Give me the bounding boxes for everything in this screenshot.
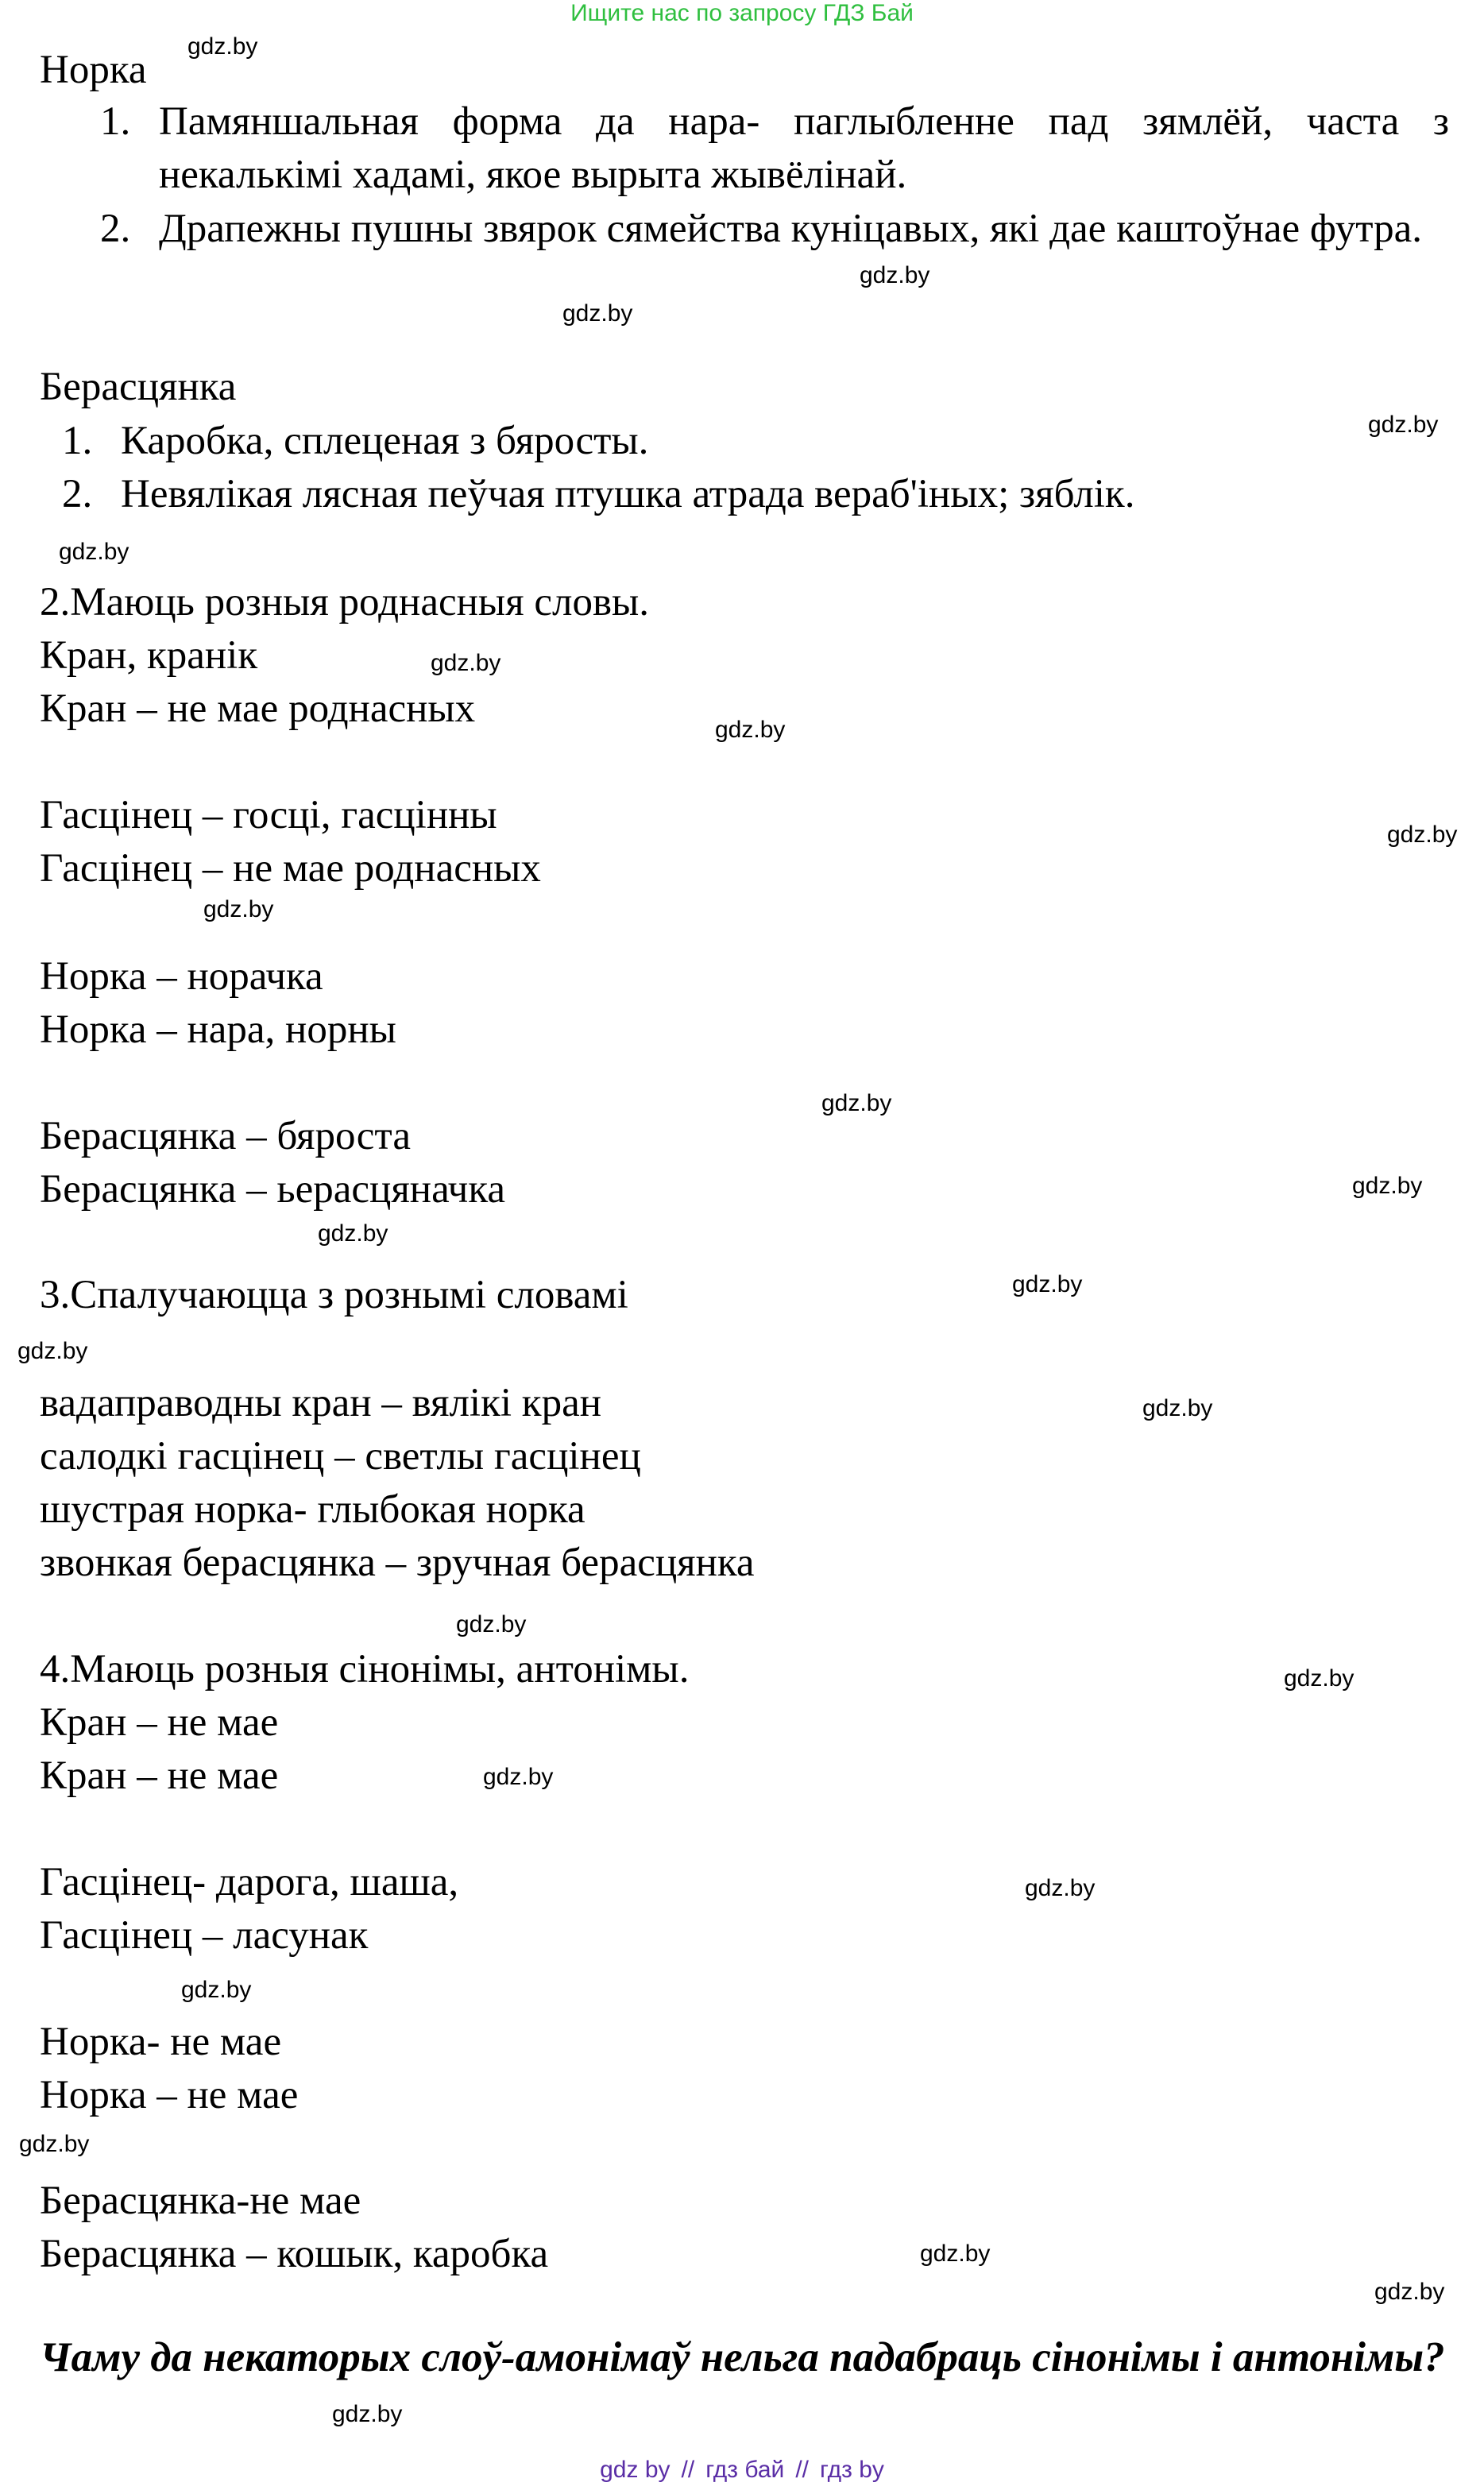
watermark: gdz.by	[1368, 412, 1439, 438]
section-2-line: Кран, кранік	[40, 633, 258, 678]
watermark: gdz.by	[59, 539, 129, 565]
watermark: gdz.by	[332, 2401, 403, 2427]
search-banner[interactable]: Ищите нас по запросу ГДЗ Бай	[570, 0, 914, 26]
watermark: gdz.by	[860, 262, 930, 288]
watermark: gdz.by	[19, 2131, 90, 2157]
footer-links	[0, 2457, 1484, 2484]
section-4-line: Гасцінец- дарога, шаша,	[40, 1860, 459, 1904]
section-4-heading: 4.Маюць розныя сінонімы, антонімы.	[40, 1647, 690, 1692]
section-2-line: Кран – не мае роднасных	[40, 686, 476, 731]
section-2-heading: 2.Маюць розныя роднасныя словы.	[40, 580, 650, 624]
berasyanka-item-1-number: 1.	[62, 419, 93, 463]
section-4-line: Берасцянка – кошык, каробка	[40, 2232, 549, 2276]
section-3-line: звонкая берасцянка – зручная берасцянка	[40, 1541, 755, 1585]
norka-item-1-text: Памяншальная форма да нара- паглыбленне пад зямлёй, часта з некалькімі хадамі, якое вырыта жывёлінай.	[159, 99, 1449, 197]
watermark: gdz.by	[181, 1977, 252, 2003]
footer-link[interactable]: гдз бай	[705, 2457, 785, 2483]
watermark: gdz.by	[17, 1338, 88, 1364]
watermark: gdz.by	[1142, 1395, 1213, 1421]
watermark: gdz.by	[203, 896, 274, 922]
footer-link[interactable]: гдз by	[820, 2457, 884, 2483]
watermark: gdz.by	[821, 1090, 892, 1116]
section-3-heading: 3.Спалучаюцца з рознымі словамі	[40, 1273, 628, 1317]
section-2-line: Норка – нара, норны	[40, 1007, 396, 1052]
watermark: gdz.by	[456, 1611, 527, 1637]
watermark: gdz.by	[187, 33, 258, 60]
norka-item-2-text: Драпежны пушны звярок сямейства куніцавых, які дае каштоўнае футра.	[159, 207, 1422, 251]
watermark: gdz.by	[1012, 1271, 1083, 1297]
berasyanka-title: Берасцянка	[40, 365, 237, 409]
section-4-line: Норка – не мае	[40, 2073, 299, 2117]
watermark: gdz.by	[920, 2241, 991, 2267]
section-3-line: шустрая норка- глыбокая норка	[40, 1487, 585, 1532]
final-question: Чаму да некаторых слоў-амонімаў нельга падабраць сінонімы і антонімы?	[40, 2334, 1445, 2380]
berasyanka-item-1-text: Каробка, сплеценая з бяросты.	[121, 419, 649, 463]
watermark: gdz.by	[431, 650, 501, 676]
watermark: gdz.by	[1352, 1173, 1423, 1199]
section-3-line: салодкі гасцінец – светлы гасцінец	[40, 1434, 641, 1479]
watermark: gdz.by	[1387, 822, 1458, 848]
section-2-line: Гасцінец – госці, гасцінны	[40, 793, 497, 837]
section-2-line: Берасцянка – бяроста	[40, 1114, 411, 1158]
berasyanka-item-2-text: Невялікая лясная пеўчая птушка атрада вераб'іных; зяблік.	[121, 472, 1135, 516]
section-4-line: Гасцінец – ласунак	[40, 1913, 369, 1958]
section-3-line: вадаправодны кран – вялікі кран	[40, 1381, 602, 1425]
watermark: gdz.by	[1374, 2279, 1445, 2305]
section-2-line: Норка – норачка	[40, 954, 323, 999]
watermark: gdz.by	[483, 1764, 554, 1790]
watermark: gdz.by	[318, 1220, 388, 1247]
section-4-line: Кран – не мае	[40, 1700, 279, 1745]
norka-item-2-number: 2.	[100, 207, 131, 251]
watermark: gdz.by	[1025, 1875, 1096, 1901]
section-4-line: Берасцянка-не мае	[40, 2179, 361, 2223]
footer-link[interactable]: gdz by	[600, 2457, 671, 2483]
footer-separator: //	[681, 2457, 695, 2483]
section-4-line: Норка- не мае	[40, 2020, 282, 2064]
berasyanka-item-2-number: 2.	[62, 472, 93, 516]
footer-separator: //	[795, 2457, 809, 2483]
norka-title: Норка	[40, 48, 147, 92]
watermark: gdz.by	[715, 717, 786, 743]
section-4-line: Кран – не мае	[40, 1753, 279, 1798]
section-2-line: Берасцянка – ьерасцяначка	[40, 1167, 505, 1212]
watermark: gdz.by	[562, 300, 633, 327]
section-2-line: Гасцінец – не мае роднасных	[40, 846, 541, 891]
norka-item-1-number: 1.	[100, 99, 131, 144]
watermark: gdz.by	[1284, 1665, 1355, 1692]
